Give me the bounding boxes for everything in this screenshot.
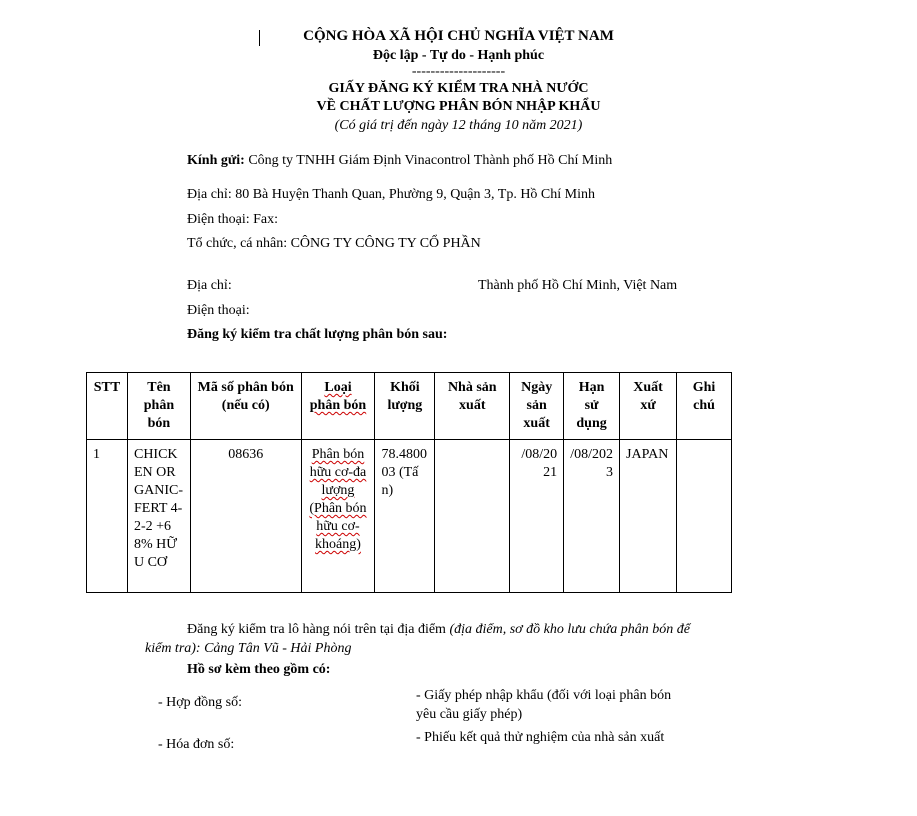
motto: Độc lập - Tự do - Hạnh phúc (372, 48, 545, 63)
header-note: Ghi chú (677, 373, 732, 440)
location-text: Đăng ký kiểm tra lô hàng nói trên tại địa điểm (187, 622, 446, 637)
applicant-phone-label: Điện thoại: (187, 303, 250, 318)
recipient-line (187, 153, 612, 169)
header-type-label: Loại phân bón (309, 380, 367, 413)
cell-mfg-date: /08/2021 (510, 440, 564, 593)
contract-number: - Hợp đồng số: (158, 695, 243, 710)
recipient-label: Kính gửi: (187, 153, 245, 168)
cell-expiry: /08/2023 (564, 440, 620, 593)
cell-origin: JAPAN (620, 440, 677, 593)
cell-stt: 1 (87, 440, 128, 593)
nation-title: CỘNG HÒA XÃ HỘI CHỦ NGHĨA VIỆT NAM (303, 28, 614, 44)
documents-heading: Hồ sơ kèm theo gồm có: (187, 662, 331, 677)
cell-type-text: Phân bón hữu cơ-đa lượng (Phân bón hữu cơ-khoáng) (309, 447, 367, 552)
applicant-address-value: Thành phố Hồ Chí Minh, Việt Nam (478, 278, 678, 293)
document-title-line1: GIẤY ĐĂNG KÝ KIỂM TRA NHÀ NƯỚC (328, 81, 589, 96)
header-expiry: Hạn sử dụng (564, 373, 620, 440)
header-name: Tên phân bón (127, 373, 190, 440)
header-type (301, 373, 375, 440)
header-weight: Khối lượng (375, 373, 435, 440)
test-result-report: - Phiếu kết quả thử nghiệm của nhà sản xuất (416, 730, 665, 745)
recipient-address: Địa chỉ: 80 Bà Huyện Thanh Quan, Phường 9, Quận 3, Tp. Hồ Chí Minh (187, 187, 595, 202)
fertilizer-table (86, 372, 732, 593)
inspection-location (145, 620, 705, 658)
header-producer: Nhà sản xuất (435, 373, 510, 440)
cell-note (677, 440, 732, 593)
cell-name: CHICKEN ORGANIC-FERT 4-2-2 +68% HỮU CƠ (127, 440, 190, 593)
cell-type (301, 440, 375, 593)
cell-producer (435, 440, 510, 593)
register-heading: Đăng ký kiểm tra chất lượng phân bón sau: (187, 327, 448, 342)
validity-note: (Có giá trị đến ngày 12 tháng 10 năm 2021) (334, 118, 583, 133)
cell-code: 08636 (190, 440, 301, 593)
table-header-row (87, 373, 732, 440)
applicant-organization: Tổ chức, cá nhân: CÔNG TY CÔNG TY CỔ PHẦN (187, 236, 481, 251)
import-license: - Giấy phép nhập khẩu (đối với loại phân bón yêu cầu giấy phép) (416, 688, 672, 722)
header-code: Mã số phân bón (nếu có) (190, 373, 301, 440)
location-note: (địa điểm, sơ đồ kho lưu chứa phân bón để kiểm tra): Cảng Tân Vũ - Hải Phòng (145, 622, 690, 656)
recipient-phone-fax: Điện thoại: Fax: (187, 212, 278, 227)
recipient-value: Công ty TNHH Giám Định Vinacontrol Thành phố Hồ Chí Minh (248, 153, 613, 168)
applicant-address-label: Địa chỉ: (187, 278, 232, 293)
table-row (87, 440, 732, 593)
invoice-number: - Hóa đơn số: (158, 737, 235, 752)
header-origin: Xuất xứ (620, 373, 677, 440)
header-mfg-date: Ngày sản xuất (510, 373, 564, 440)
header-stt: STT (87, 373, 128, 440)
document-title-line2: VỀ CHẤT LƯỢNG PHÂN BÓN NHẬP KHẨU (316, 99, 601, 114)
divider: -------------------- (411, 64, 506, 79)
cell-weight: 78.480003 (Tấn) (375, 440, 435, 593)
